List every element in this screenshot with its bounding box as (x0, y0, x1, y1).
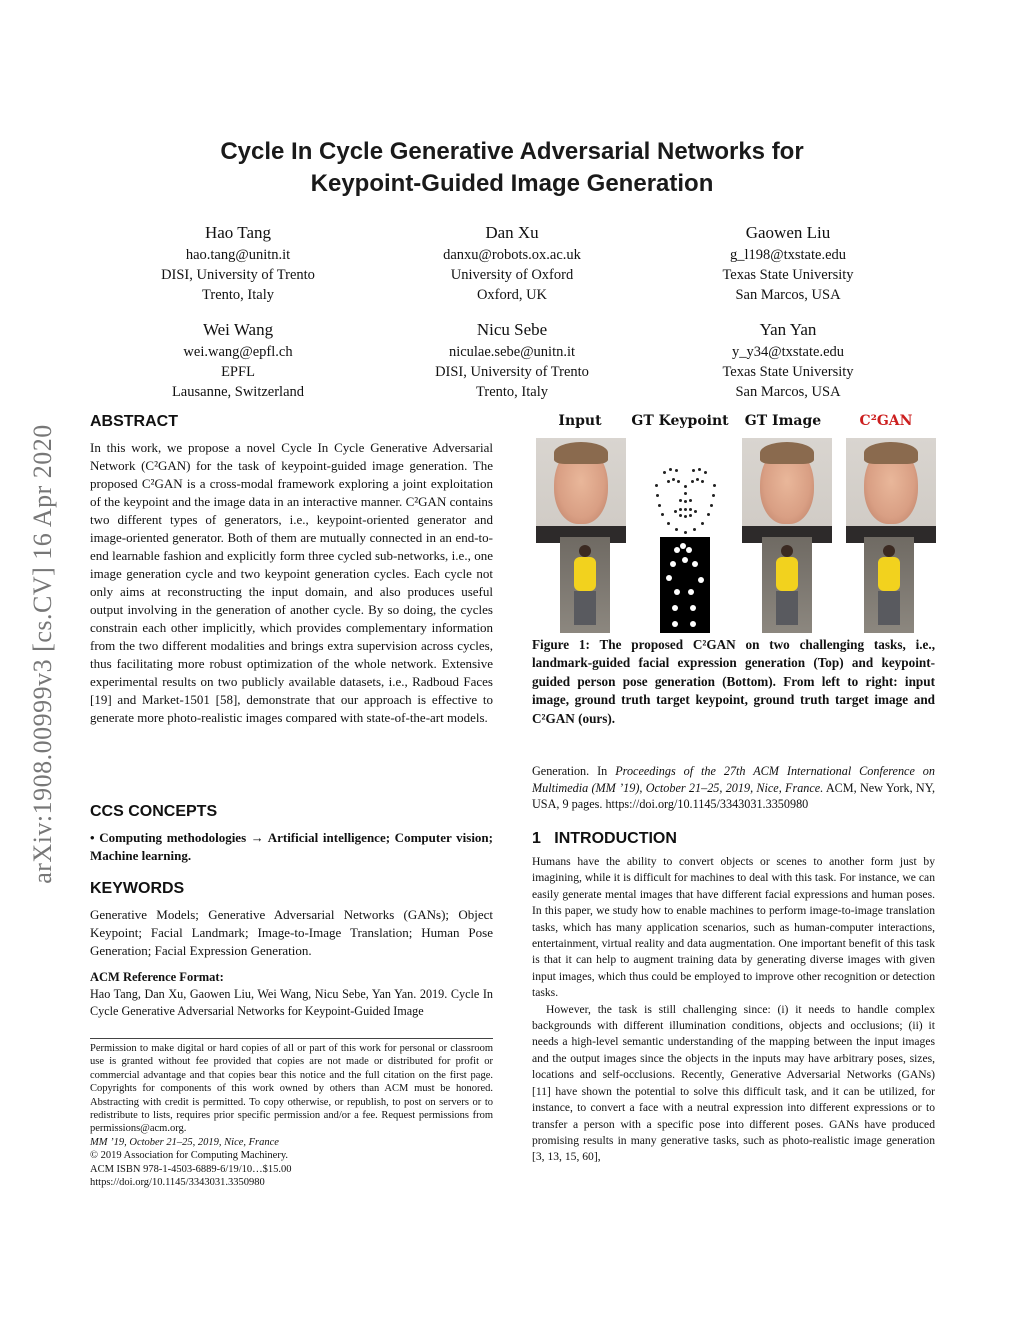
author-block (372, 221, 652, 305)
figure-label-c2gan: C²GAN (859, 413, 913, 429)
title-line-2: Keypoint-Guided Image Generation (310, 170, 714, 197)
acm-reference-cont-suffix: ACM, New York, NY, USA, 9 pages. https://doi.org/10.1145/3343031.3350980 (532, 780, 935, 811)
input-person-image (560, 537, 610, 633)
author-name: Yan Yan (759, 320, 817, 339)
permission-copyright: © 2019 Association for Computing Machinery. (90, 1150, 289, 1162)
author-location: Trento, Italy (476, 384, 548, 400)
author-email: wei.wang@epfl.ch (183, 344, 293, 360)
introduction-section (532, 830, 935, 1166)
author-location: Trento, Italy (202, 287, 274, 303)
paper-title (100, 136, 924, 200)
author-block (648, 318, 928, 402)
permission-text: Permission to make digital or hard copies of all or part of this work for personal or classroom use is granted without fee provided that copies are not made or distributed for profit or commercial advantage and that copies bear this notice and the full citation on the first page. Copyrights for components of this work owned by others than ACM must be honored. Abstracting with credit is permitted. To copy otherwise, or republish, to post on servers or to redistribute to lists, requires prior specific permission and/or a fee. Request permissions from permissions@acm.org. (90, 1043, 493, 1135)
author-affiliation: Texas State University (722, 267, 854, 283)
acm-reference-section (90, 969, 493, 1019)
author-email: niculae.sebe@unitn.it (448, 344, 576, 360)
introduction-heading (532, 830, 935, 848)
acm-reference-cont-prefix: Generation. In (532, 764, 616, 778)
author-name: Wei Wang (202, 320, 274, 339)
author-affiliation: DISI, University of Trento (161, 267, 315, 283)
author-email: danxu@robots.ox.ac.uk (443, 247, 581, 263)
figure-label-gt-image: GT Image (744, 413, 822, 429)
ccs-text: • Computing methodologies → Artificial intelligence; Computer vision; Machine learning. (90, 830, 493, 863)
acm-reference-venue: Proceedings of the 27th ACM International Conference on Multimedia (MM ’19), October 21–25, 2019, Nice, France. (532, 764, 935, 795)
permission-notice (90, 1042, 493, 1189)
author-block (98, 221, 378, 305)
author-block (648, 221, 928, 305)
acm-reference-continuation (532, 763, 935, 813)
section-number: 1 (532, 830, 541, 847)
section-title: INTRODUCTION (554, 830, 677, 847)
author-name: Dan Xu (485, 223, 539, 242)
author-name: Nicu Sebe (476, 320, 548, 339)
permission-isbn: ACM ISBN 978-1-4503-6889-6/19/10…$15.00 (90, 1163, 292, 1175)
generated-person-image (864, 537, 914, 633)
figure-label-input: Input (558, 413, 602, 429)
figure-caption: Figure 1: The proposed C²GAN on two challenging tasks, i.e., landmark-guided facial expression generation (Top) and keypoint-guided person pose generation (Bottom). From left to right: input image, ground truth target keypoint, ground truth target image and C²GAN (ours). (532, 637, 935, 726)
gt-keypoint-pose-image (660, 537, 710, 633)
abstract-text: In this work, we propose a novel Cycle In Cycle Generative Adversarial Network (C²GAN) for the task of keypoint-guided image generation. The proposed C²GAN is a cross-modal framework exploring a joint exploitation of the keypoint and the image data in an interactive manner. C²GAN contains two different types of generators, i.e., keypoint-oriented generator and image-oriented generator. Both of them are mutually connected in an end-to-end learnable fashion and explicitly form three cycled sub-networks, i.e., one image generation cycle and two keypoint generation cycles. Each cycle not only aims at reconstructing the input domain, and also produces useful output involving in the generation of another cycle. By so doing, the cycles constrain each other implicitly, which provides complementary information from the two different modalities and brings extra supervision across cycles, thus facilitating more robust optimization of the whole network. Extensive experimental results on two publicly available datasets, i.e., Radboud Faces [19] and Market-1501 [58], demonstrate that our approach is effective to generate more photo-realistic images compared with state-of-the-art models. (90, 440, 493, 725)
acm-reference-text: Hao Tang, Dan Xu, Gaowen Liu, Wei Wang, Nicu Sebe, Yan Yan. 2019. Cycle In Cycle Generative Adversarial Networks for Keypoint-Guided Image (90, 987, 493, 1018)
author-location: Lausanne, Switzerland (171, 384, 305, 400)
ccs-section (90, 803, 493, 865)
figure-label-gt-keypoint: GT Keypoint (631, 413, 729, 429)
author-affiliation: Texas State University (722, 364, 854, 380)
abstract-section (90, 413, 493, 727)
abstract-heading: ABSTRACT (90, 413, 178, 430)
gt-person-image (762, 537, 812, 633)
author-location: Oxford, UK (476, 287, 548, 303)
author-email: g_l198@txstate.edu (729, 247, 847, 263)
author-block (372, 318, 652, 402)
permission-doi: https://doi.org/10.1145/3343031.3350980 (90, 1177, 265, 1189)
input-face-image (536, 438, 626, 543)
arxiv-identifier: arXiv:1908.00999v3 [cs.CV] 16 Apr 2020 (28, 424, 57, 884)
intro-paragraph-2: However, the task is still challenging since: (i) it needs to handle complex backgrounds with different illumination conditions, objects and occlusions; (ii) it needs a high-level semantic understanding of the mapping between the input images and the output images since the objects in the inputs may have arbitrary poses, sizes, locations and self-occlusions. Recently, Generative Adversarial Networks (GANs) [11] have shown the potential to solve this difficult task, and it can be utilized, for instance, to convert a face with a neutral expression into different expressions or to transfer a person with a specific pose into different poses. GANs have produced promising results in many generative tasks, such as photo-realistic image generation [3, 13, 15, 60], (532, 1002, 935, 1164)
author-email: hao.tang@unitn.it (185, 247, 291, 263)
author-affiliation: University of Oxford (450, 267, 574, 283)
intro-paragraph-1: Humans have the ability to convert objects or scenes to another form just by imagining, while it is difficult for machines to deal with this task. For instance, we can easily generate mental images that have different facial expressions and human poses. In this paper, we study how to enable machines to perform image-to-image translation tasks, which has many application scenarios, such as human-computer interactions, entertainment, virtual reality and data augmentation. One important benefit of this task is that it can help to augment training data by generating diverse images with given input images, which thus could be employed to improve other recognition or detection tasks. (532, 855, 935, 1000)
author-location: San Marcos, USA (735, 287, 841, 303)
generated-face-image (846, 438, 936, 543)
author-affiliation: DISI, University of Trento (435, 364, 589, 380)
author-block (98, 318, 378, 402)
author-location: San Marcos, USA (735, 384, 841, 400)
author-name: Hao Tang (204, 223, 271, 242)
author-name: Gaowen Liu (745, 223, 831, 242)
keywords-heading: KEYWORDS (90, 880, 185, 897)
gt-keypoint-face-image (641, 438, 729, 543)
title-line-1: Cycle In Cycle Generative Adversarial Networks for (220, 138, 804, 165)
footnote-divider (90, 1038, 493, 1039)
author-affiliation: EPFL (221, 364, 255, 380)
keywords-text: Generative Models; Generative Adversarial Networks (GANs); Object Keypoint; Facial Landmark; Image-to-Image Translation; Human Pose Generation; Facial Expression Generation. (90, 907, 493, 958)
author-email: y_y34@txstate.edu (731, 344, 844, 360)
keywords-section (90, 880, 493, 960)
ccs-heading: CCS CONCEPTS (90, 803, 218, 820)
permission-venue: MM ’19, October 21–25, 2019, Nice, France (90, 1136, 279, 1148)
acm-reference-heading: ACM Reference Format: (90, 970, 224, 984)
gt-face-image (742, 438, 832, 543)
